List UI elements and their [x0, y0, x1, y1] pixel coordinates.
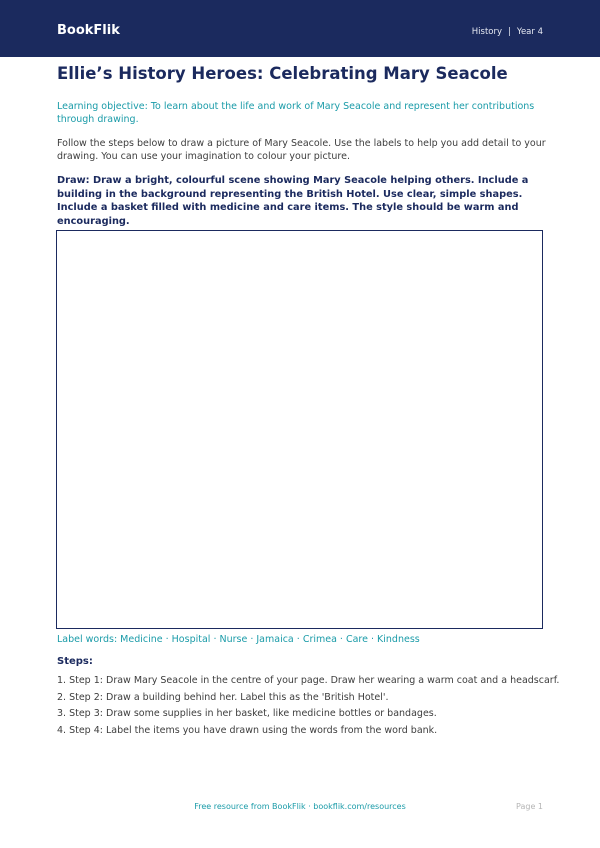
draw-prompt: Draw: Draw a bright, colourful scene showing Mary Seacole helping others. Include a building in the background representing the British Hotel. Use clear, simple shapes. Include a basket filled with medicine and care items. The style should be warm and encouraging. — [57, 175, 529, 227]
step-item: 4. Step 4: Label the items you have drawn using the words from the word bank. — [57, 724, 438, 736]
steps-list — [57, 674, 560, 740]
header-separator: | — [508, 27, 511, 37]
label-word-bank: Label words: Medicine · Hospital · Nurse · Jamaica · Crimea · Care · Kindness — [57, 634, 420, 645]
year-label: Year 4 — [516, 27, 543, 37]
step-item: 1. Step 1: Draw Mary Seacole in the centre of your page. Draw her wearing a warm coat and a headscarf. — [57, 675, 560, 686]
intro-text: Follow the steps below to draw a picture of Mary Seacole. Use the labels to help you add detail to your drawing. You can use your imagination to colour your picture. — [57, 138, 546, 162]
subject-label: History — [471, 27, 503, 37]
page-header — [0, 0, 600, 57]
subject-year-label — [472, 27, 543, 37]
step-item: 2. Step 2: Draw a building behind her. Label this as the 'British Hotel'. — [57, 691, 389, 703]
brand-logo-text: BookFlik — [57, 23, 120, 38]
page-title: Ellie’s History Heroes: Celebrating Mary Seacole — [57, 64, 508, 83]
drawing-box[interactable] — [56, 230, 543, 629]
page-number: Page 1 — [516, 802, 543, 811]
step-item: 3. Step 3: Draw some supplies in her basket, like medicine bottles or bandages. — [57, 708, 437, 719]
steps-heading: Steps: — [57, 656, 93, 667]
learning-objective: Learning objective: To learn about the life and work of Mary Seacole and represent her contributions through drawing. — [57, 101, 535, 125]
footer-credit: Free resource from BookFlik · bookflik.com/resources — [194, 802, 406, 811]
